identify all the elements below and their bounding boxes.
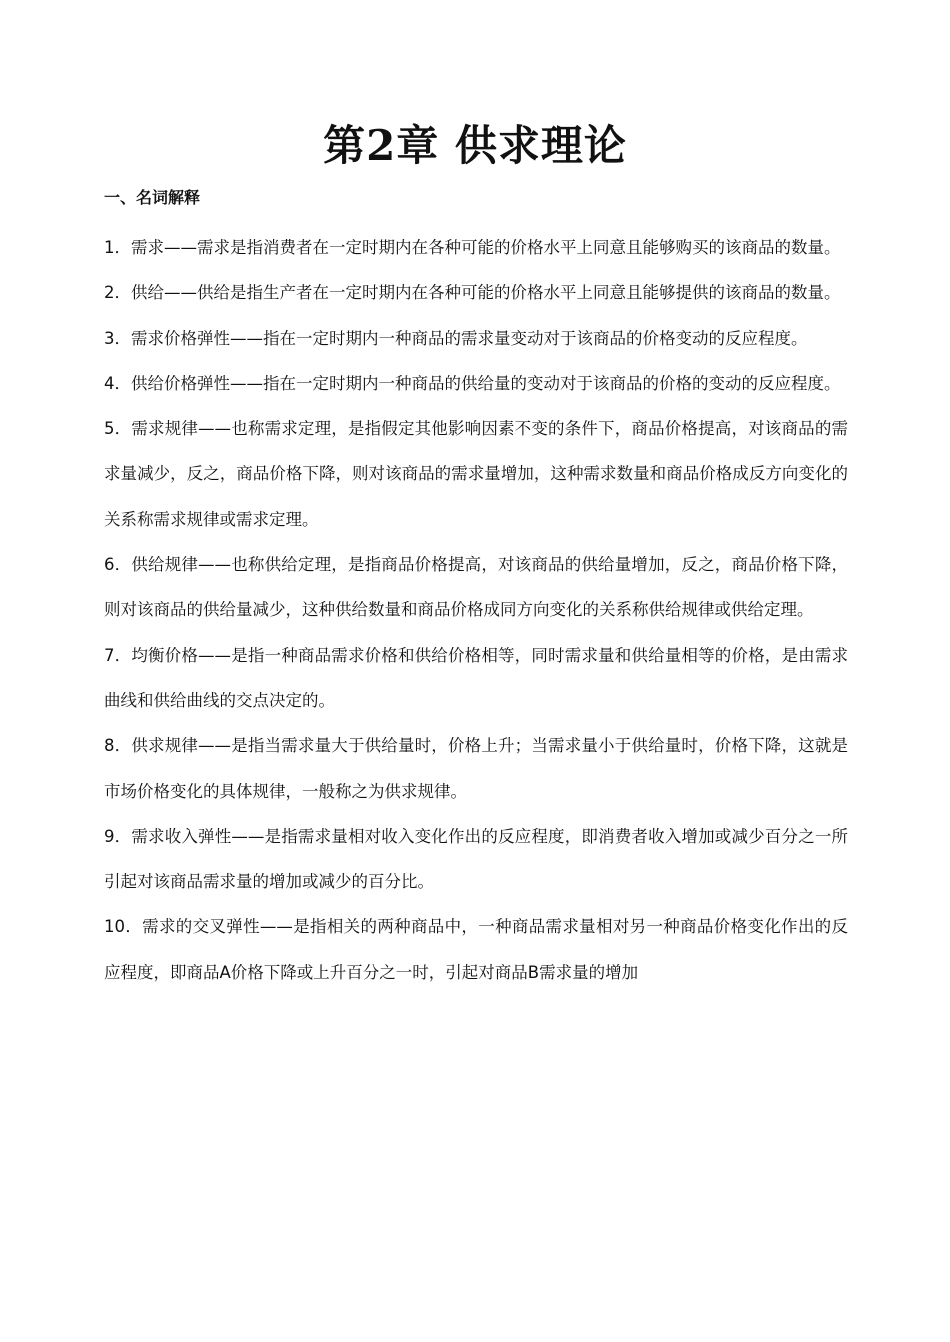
definition-income-elasticity-of-demand: 9．需求收入弹性——是指需求量相对收入变化作出的反应程度，即消费者收入增加或减少百分之一所引起对该商品需求量的增加或减少的百分比。 <box>104 826 848 892</box>
definition-price-elasticity-of-demand: 3．需求价格弹性——指在一定时期内一种商品的需求量变动对于该商品的价格变动的反应程度。 <box>104 328 808 348</box>
definition-cross-elasticity-of-demand: 10．需求的交叉弹性——是指相关的两种商品中，一种商品需求量相对另一种商品价格变化作出的反应程度，即商品A价格下降或上升百分之一时，引起对商品B需求量的增加 <box>104 917 848 982</box>
definition-price-elasticity-of-supply: 4．供给价格弹性——指在一定时期内一种商品的供给量的变动对于该商品的价格的变动的反应程度。 <box>104 373 841 393</box>
definition-law-of-demand: 5．需求规律——也称需求定理，是指假定其他影响因素不变的条件下，商品价格提高，对该商品的需求量减少，反之，商品价格下降，则对该商品的需求量增加，这种需求数量和商品价格成反方向变化的关系称需求规律或需求定理。 <box>104 419 848 529</box>
definition-list <box>104 225 848 995</box>
definition-supply: 2．供给——供给是指生产者在一定时期内在各种可能的价格水平上同意且能够提供的该商品的数量。 <box>104 283 841 303</box>
section-heading: 一、名词解释 <box>104 188 201 207</box>
definition-law-of-supply: 6．供给规律——也称供给定理，是指商品价格提高，对该商品的供给量增加，反之，商品价格下降，则对该商品的供给量减少，这种供给数量和商品价格成同方向变化的关系称供给规律或供给定理。 <box>104 555 848 620</box>
definition-demand: 1．需求——需求是指消费者在一定时期内在各种可能的价格水平上同意且能够购买的该商品的数量。 <box>104 238 841 257</box>
chapter-title: 第2章 供求理论 <box>323 121 627 170</box>
definition-law-of-supply-and-demand: 8．供求规律——是指当需求量大于供给量时，价格上升；当需求量小于供给量时，价格下降，这就是市场价格变化的具体规律，一般称之为供求规律。 <box>104 736 848 801</box>
definition-equilibrium-price: 7．均衡价格——是指一种商品需求价格和供给价格相等，同时需求量和供给量相等的价格，是由需求曲线和供给曲线的交点决定的。 <box>104 645 848 710</box>
